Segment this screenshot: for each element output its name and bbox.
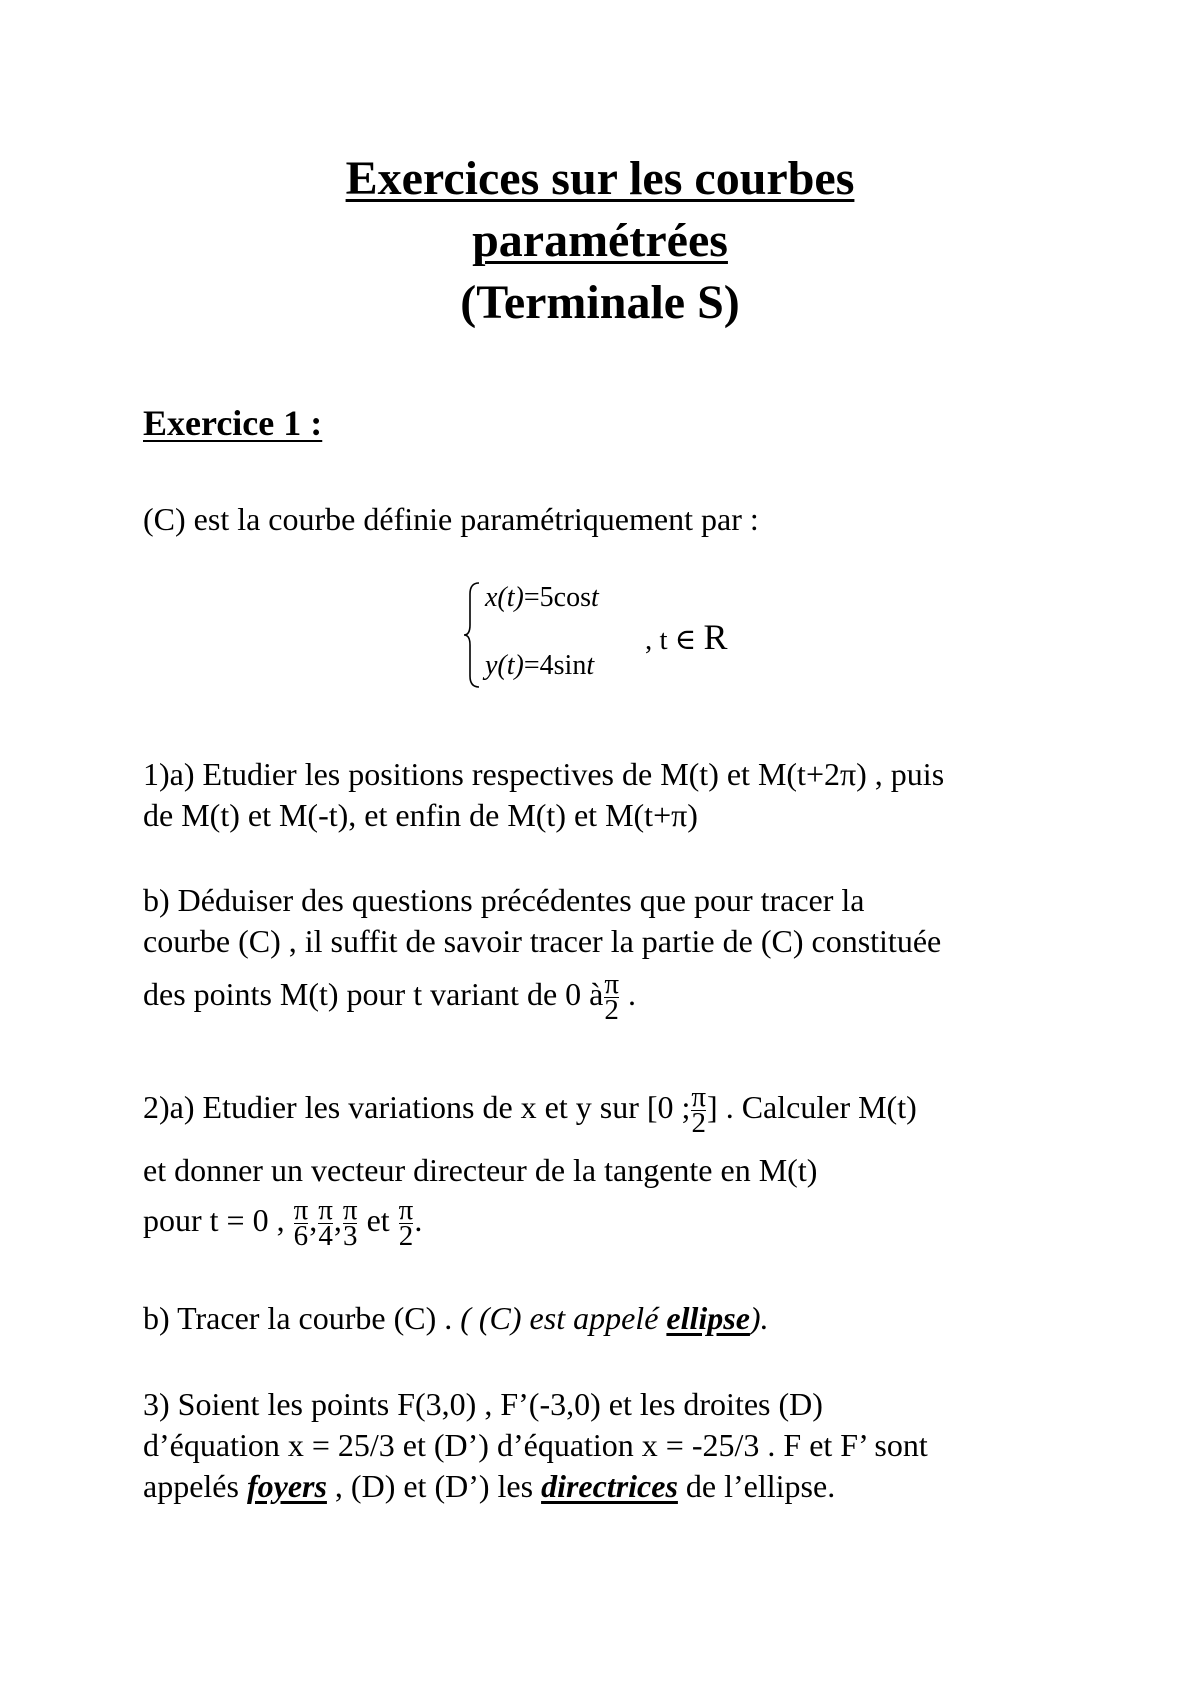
title-line-1: Exercices sur les courbes xyxy=(345,152,855,205)
question-2a-line-3 xyxy=(143,1194,423,1252)
question-2a-line-3-et: et xyxy=(358,1201,398,1238)
question-2a-line-1 xyxy=(143,1081,917,1139)
term-foyers: foyers xyxy=(246,1468,327,1504)
title-line-3: (Terminale S) xyxy=(460,276,740,329)
equation-y-rhs: =4sin xyxy=(523,650,587,681)
fraction-pi-over-2 xyxy=(604,968,619,1026)
term-directrices: directrices xyxy=(541,1468,678,1504)
question-1b-line-3-end: . xyxy=(620,975,636,1012)
fraction-numerator: π xyxy=(293,1194,309,1226)
equation-x xyxy=(485,582,599,614)
question-1b-line-2: courbe (C) , il suffit de savoir tracer la partie de (C) constituée xyxy=(143,923,942,959)
fraction-numerator: π xyxy=(318,1194,333,1226)
page-title xyxy=(0,148,1200,334)
equation-y xyxy=(485,650,594,682)
parametric-system xyxy=(461,580,781,690)
real-numbers-symbol: R xyxy=(703,617,728,657)
fraction-denominator: 2 xyxy=(398,1220,414,1252)
question-2b xyxy=(143,1298,769,1339)
fraction-numerator: π xyxy=(691,1081,707,1113)
equation-x-lhs: x(t) xyxy=(485,582,524,613)
question-3-line-3-prefix: appelés xyxy=(143,1468,247,1504)
fraction-pi-over-4 xyxy=(318,1194,333,1252)
question-2b-text: b) Tracer la courbe (C) . xyxy=(143,1300,461,1336)
fraction-pi-over-6 xyxy=(293,1194,309,1252)
fraction-denominator: 3 xyxy=(342,1220,358,1252)
fraction-numerator: π xyxy=(398,1194,414,1226)
exercise-intro: (C) est la courbe définie paramétriquement par : xyxy=(143,501,759,537)
term-ellipse: ellipse xyxy=(666,1300,750,1336)
fraction-pi-over-3 xyxy=(342,1194,358,1252)
fraction-denominator: 4 xyxy=(318,1220,333,1252)
question-2b-italic: ( (C) est appelé xyxy=(460,1300,667,1336)
equation-x-var: t xyxy=(590,582,599,613)
question-2a-line-3-prefix: pour t = 0 , xyxy=(143,1201,293,1238)
question-3-line-3-end: de l’ellipse. xyxy=(677,1468,836,1504)
question-2a-line-1-prefix: 2)a) Etudier les variations de x et y sur [0 ; xyxy=(143,1088,691,1125)
question-2a-line-2: et donner un vecteur directeur de la tangente en M(t) xyxy=(143,1152,818,1188)
comma-separator: , xyxy=(309,1201,318,1238)
question-1b-line-3 xyxy=(143,968,636,1026)
parameter-domain-prefix: , t ∈ xyxy=(645,624,704,656)
question-3-line-3-mid: , (D) et (D’) les xyxy=(326,1468,542,1504)
question-3-line-1: 3) Soient les points F(3,0) , F’(-3,0) et les droites (D) xyxy=(143,1386,823,1422)
equation-y-var: t xyxy=(586,650,595,681)
fraction-denominator: 2 xyxy=(691,1107,706,1139)
exercise-heading: Exercice 1 : xyxy=(143,403,323,443)
title-line-2: paramétrées xyxy=(472,214,728,267)
left-brace xyxy=(461,580,483,690)
question-2a-line-1-suffix: ] . Calculer M(t) xyxy=(707,1088,917,1125)
question-3-line-2: d’équation x = 25/3 et (D’) d’équation x = -25/3 . F et F’ sont xyxy=(143,1427,928,1463)
comma-separator: , xyxy=(333,1201,342,1238)
parameter-domain xyxy=(645,616,728,658)
fraction-pi-over-2 xyxy=(691,1081,707,1139)
equation-y-lhs: y(t) xyxy=(485,650,524,681)
question-3-line-3 xyxy=(143,1466,835,1507)
question-2b-end: ). xyxy=(749,1300,769,1336)
fraction-numerator: π xyxy=(342,1194,358,1226)
question-1b-line-1: b) Déduiser des questions précédentes que pour tracer la xyxy=(143,882,865,918)
fraction-denominator: 6 xyxy=(293,1220,309,1252)
fraction-numerator: π xyxy=(604,968,619,1000)
question-1a-line-1: 1)a) Etudier les positions respectives de M(t) et M(t+2π) , puis xyxy=(143,756,945,792)
question-1b-line-3-text: des points M(t) pour t variant de 0 à xyxy=(143,975,604,1012)
fraction-denominator: 2 xyxy=(604,994,619,1026)
equation-x-rhs: =5cos xyxy=(523,582,591,613)
question-2a-line-3-end: . xyxy=(414,1201,423,1238)
question-1a-line-2: de M(t) et M(-t), et enfin de M(t) et M(t+π) xyxy=(143,797,698,833)
fraction-pi-over-2 xyxy=(398,1194,414,1252)
